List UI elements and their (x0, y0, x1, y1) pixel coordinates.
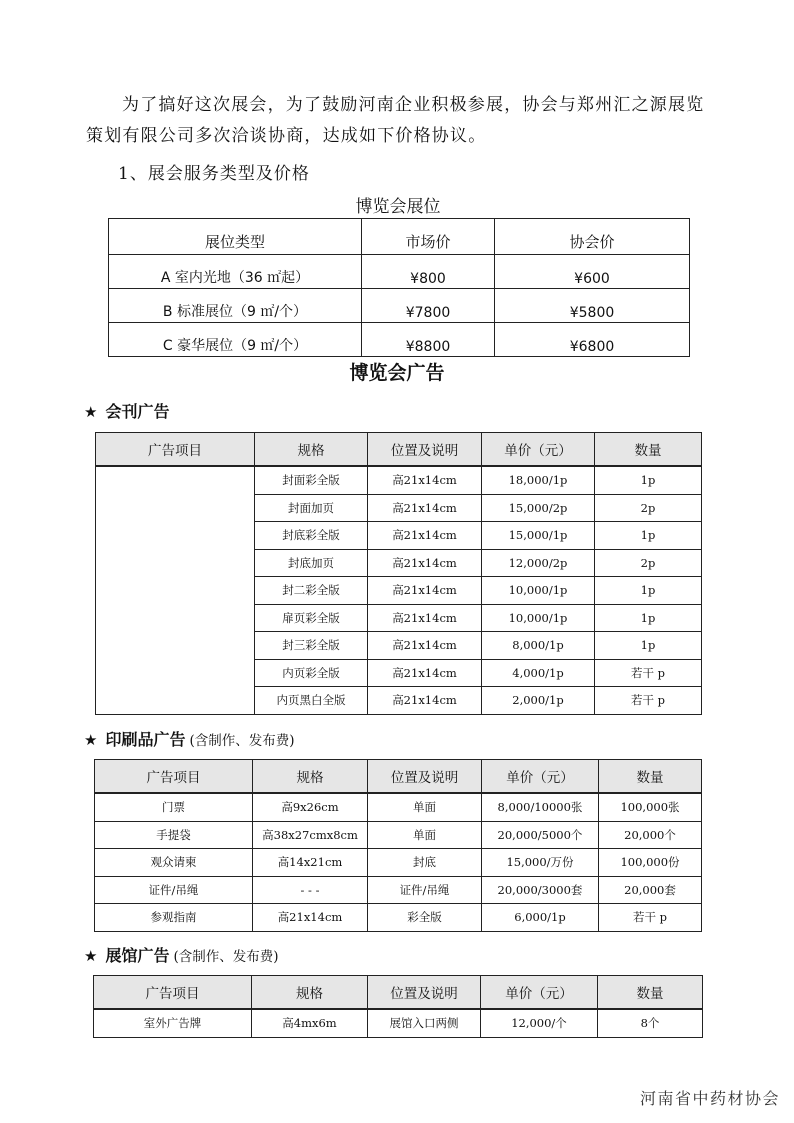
booth-type-cell: B 标准展位（9 ㎡/个） (109, 289, 362, 323)
spec-cell: 高38x27cmx8cm (253, 821, 368, 849)
association-price-cell: ¥600 (495, 255, 690, 289)
journal-item-cell (96, 466, 255, 714)
quantity-cell: 1p (595, 522, 702, 550)
col-header-unit-price: 单价（元） (481, 976, 598, 1010)
col-header-position: 位置及说明 (368, 760, 482, 794)
unit-price-cell: 20,000/5000个 (482, 821, 599, 849)
unit-price-cell: 8,000/10000张 (482, 793, 599, 821)
quantity-cell: 若干 p (595, 659, 702, 687)
position-cell: 封底 (368, 849, 482, 877)
section-venue-ads: ★ 展馆广告 (含制作、发布费) (84, 946, 279, 965)
col-header-item: 广告项目 (96, 433, 255, 467)
item-cell: 门票 (95, 793, 253, 821)
item-cell: 手提袋 (95, 821, 253, 849)
table-row (95, 904, 702, 932)
position-cell: 单面 (368, 793, 482, 821)
booth-table-caption: 博览会展位 (355, 197, 441, 217)
quantity-cell: 100,000张 (599, 793, 702, 821)
market-price-cell: ¥800 (362, 255, 495, 289)
unit-price-cell: 2,000/1p (482, 687, 595, 715)
footer-organization: 河南省中药材协会 (639, 1089, 780, 1108)
position-cell: 高21x14cm (368, 687, 482, 715)
position-cell: 单面 (368, 821, 482, 849)
table-row (96, 466, 702, 494)
position-cell: 展馆入口两侧 (368, 1009, 481, 1037)
spec-cell: - - - (253, 876, 368, 904)
booth-header-type: 展位类型 (109, 219, 362, 255)
spec-cell: 扉页彩全版 (255, 604, 368, 632)
item-cell: 观众请柬 (95, 849, 253, 877)
booth-type-cell: C 豪华展位（9 ㎡/个） (109, 323, 362, 357)
unit-price-cell: 20,000/3000套 (482, 876, 599, 904)
quantity-cell: 若干 p (595, 687, 702, 715)
col-header-position: 位置及说明 (368, 433, 482, 467)
table-row (95, 876, 702, 904)
booth-type-cell: A 室内光地（36 ㎡起） (109, 255, 362, 289)
spec-cell: 封面彩全版 (255, 466, 368, 494)
booth-price-table (108, 218, 690, 357)
table-row (109, 323, 690, 357)
unit-price-cell: 15,000/2p (482, 494, 595, 522)
col-header-quantity: 数量 (595, 433, 702, 467)
unit-price-cell: 15,000/万份 (482, 849, 599, 877)
spec-cell: 内页彩全版 (255, 659, 368, 687)
spec-cell: 封二彩全版 (255, 577, 368, 605)
spec-cell: 封三彩全版 (255, 632, 368, 660)
position-cell: 高21x14cm (368, 494, 482, 522)
market-price-cell: ¥8800 (362, 323, 495, 357)
unit-price-cell: 10,000/1p (482, 604, 595, 632)
position-cell: 高21x14cm (368, 522, 482, 550)
col-header-spec: 规格 (252, 976, 368, 1010)
quantity-cell: 20,000个 (599, 821, 702, 849)
col-header-item: 广告项目 (95, 760, 253, 794)
table-row (109, 255, 690, 289)
table-row (94, 1009, 703, 1037)
quantity-cell: 2p (595, 549, 702, 577)
venue-ads-table (93, 975, 703, 1038)
unit-price-cell: 6,000/1p (482, 904, 599, 932)
unit-price-cell: 15,000/1p (482, 522, 595, 550)
quantity-cell: 1p (595, 466, 702, 494)
star-icon: ★ (84, 731, 98, 749)
intro-paragraph: 为了搞好这次展会，为了鼓励河南企业积极参展，协会与郑州汇之源展览策划有限公司多次洽谈协商，达成如下价格协议。 (86, 95, 705, 146)
table-row (109, 289, 690, 323)
unit-price-cell: 12,000/个 (481, 1009, 598, 1037)
position-cell: 高21x14cm (368, 577, 482, 605)
spec-cell: 封底加页 (255, 549, 368, 577)
quantity-cell: 1p (595, 632, 702, 660)
item-cell: 参观指南 (95, 904, 253, 932)
unit-price-cell: 12,000/2p (482, 549, 595, 577)
section-journal-ads: ★ 会刊广告 (84, 402, 170, 421)
position-cell: 彩全版 (368, 904, 482, 932)
spec-cell: 内页黑白全版 (255, 687, 368, 715)
journal-ads-table (95, 432, 702, 715)
spec-cell: 高4mx6m (252, 1009, 368, 1037)
booth-header-market-price: 市场价 (362, 219, 495, 255)
section-title-services: 1、展会服务类型及价格 (118, 164, 310, 184)
table-row (95, 849, 702, 877)
quantity-cell: 100,000份 (599, 849, 702, 877)
star-icon: ★ (84, 403, 98, 421)
star-icon: ★ (84, 947, 98, 965)
position-cell: 高21x14cm (368, 632, 482, 660)
section-print-ads: ★ 印刷品广告 (含制作、发布费) (84, 730, 295, 749)
unit-price-cell: 8,000/1p (482, 632, 595, 660)
quantity-cell: 8个 (598, 1009, 703, 1037)
booth-header-association-price: 协会价 (495, 219, 690, 255)
spec-cell: 封底彩全版 (255, 522, 368, 550)
position-cell: 高21x14cm (368, 659, 482, 687)
table-row (95, 821, 702, 849)
print-ads-table (94, 759, 702, 932)
market-price-cell: ¥7800 (362, 289, 495, 323)
quantity-cell: 2p (595, 494, 702, 522)
quantity-cell: 1p (595, 577, 702, 605)
item-cell: 室外广告牌 (94, 1009, 252, 1037)
spec-cell: 高9x26cm (253, 793, 368, 821)
col-header-item: 广告项目 (94, 976, 252, 1010)
unit-price-cell: 4,000/1p (482, 659, 595, 687)
quantity-cell: 若干 p (599, 904, 702, 932)
ads-title: 博览会广告 (349, 362, 445, 384)
spec-cell: 高21x14cm (253, 904, 368, 932)
col-header-spec: 规格 (255, 433, 368, 467)
association-price-cell: ¥6800 (495, 323, 690, 357)
position-cell: 证件/吊绳 (368, 876, 482, 904)
position-cell: 高21x14cm (368, 466, 482, 494)
unit-price-cell: 18,000/1p (482, 466, 595, 494)
col-header-unit-price: 单价（元） (482, 760, 599, 794)
item-cell: 证件/吊绳 (95, 876, 253, 904)
quantity-cell: 20,000套 (599, 876, 702, 904)
table-row (95, 793, 702, 821)
quantity-cell: 1p (595, 604, 702, 632)
association-price-cell: ¥5800 (495, 289, 690, 323)
spec-cell: 高14x21cm (253, 849, 368, 877)
spec-cell: 封面加页 (255, 494, 368, 522)
col-header-quantity: 数量 (598, 976, 703, 1010)
col-header-position: 位置及说明 (368, 976, 481, 1010)
col-header-unit-price: 单价（元） (482, 433, 595, 467)
position-cell: 高21x14cm (368, 549, 482, 577)
col-header-quantity: 数量 (599, 760, 702, 794)
position-cell: 高21x14cm (368, 604, 482, 632)
col-header-spec: 规格 (253, 760, 368, 794)
unit-price-cell: 10,000/1p (482, 577, 595, 605)
